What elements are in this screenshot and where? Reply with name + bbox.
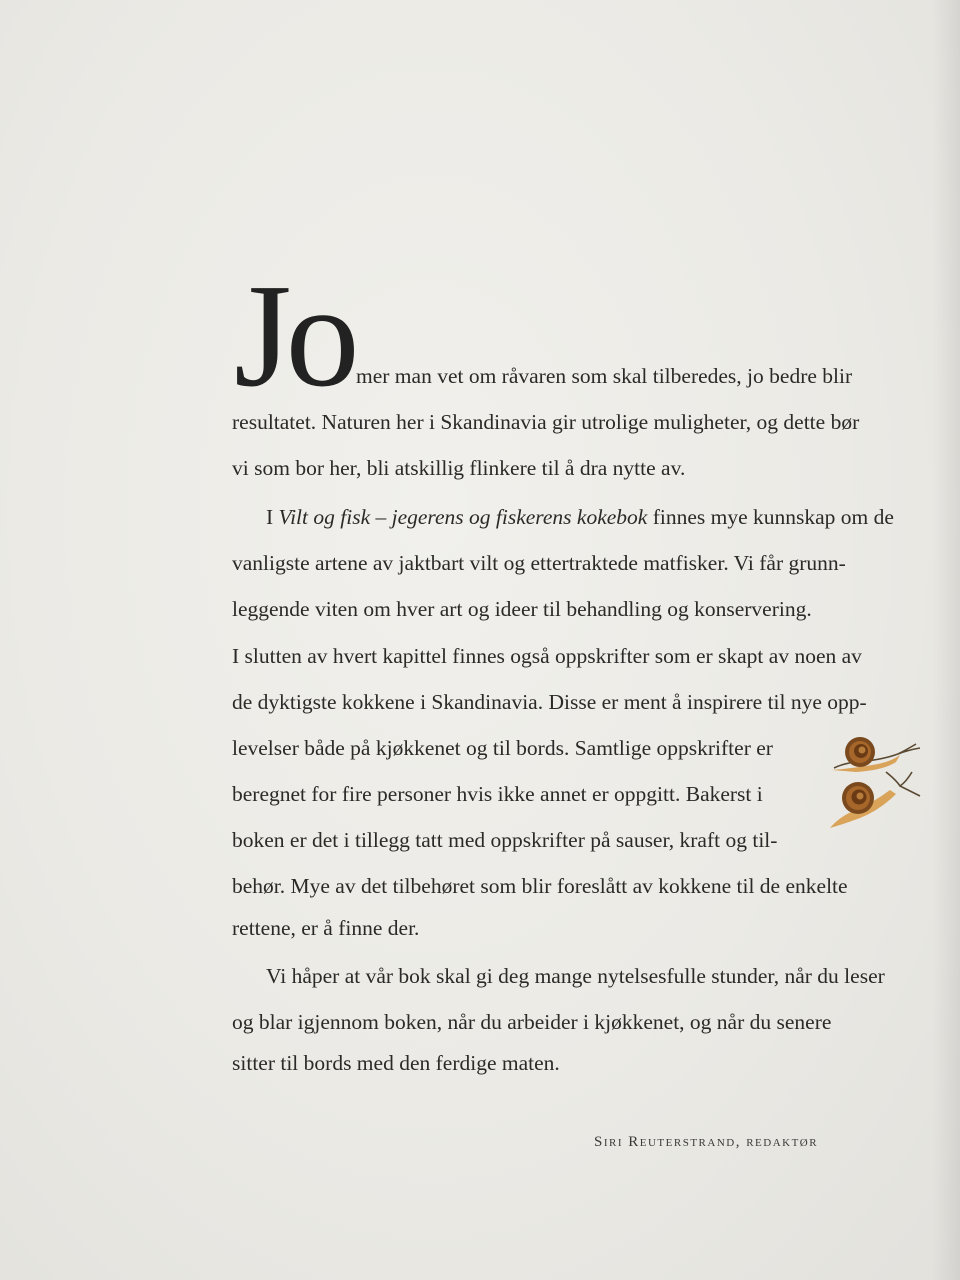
text-line xyxy=(266,507,894,529)
text-line: mer man vet om råvaren som skal tilberedes, jo bedre blir xyxy=(356,364,853,388)
text-fragment: I xyxy=(266,505,279,529)
snail-icon xyxy=(826,728,926,832)
text-line: vi som bor her, bli atskillig flinkere til å dra nytte av. xyxy=(232,456,686,480)
text-line: I slutten av hvert kapittel finnes også oppskrifter som er skapt av noen av xyxy=(232,644,862,668)
book-title: Vilt og fisk – jegerens og fiskerens kokebok xyxy=(278,505,648,529)
text-line: boken er det i tillegg tatt med oppskrifter på sauser, kraft og til- xyxy=(232,828,778,852)
text-line: sitter til bords med den ferdige maten. xyxy=(232,1051,560,1075)
text-line: de dyktigste kokkene i Skandinavia. Disse er ment å inspirere til nye opp- xyxy=(232,690,867,714)
text-line: rettene, er å finne der. xyxy=(232,916,420,940)
text-fragment: finnes mye kunnskap om de xyxy=(647,505,894,529)
text-line: vanligste artene av jaktbart vilt og ettertraktede matfisker. Vi får grunn- xyxy=(232,551,846,575)
drop-cap: Jo xyxy=(234,254,354,418)
text-line: og blar igjennom boken, når du arbeider i kjøkkenet, og når du senere xyxy=(232,1010,832,1034)
text-line: leggende viten om hver art og ideer til behandling og konservering. xyxy=(232,597,812,621)
signature: Siri Reuterstrand, redaktør xyxy=(594,1134,819,1150)
snails-illustration xyxy=(826,728,926,837)
text-line: behør. Mye av det tilbehøret som blir foreslått av kokkene til de enkelte xyxy=(232,874,848,898)
text-line: beregnet for fire personer hvis ikke annet er oppgitt. Bakerst i xyxy=(232,782,763,806)
text-line: resultatet. Naturen her i Skandinavia gir utrolige muligheter, og dette bør xyxy=(232,410,860,434)
text-line: Vi håper at vår bok skal gi deg mange nytelsesfulle stunder, når du leser xyxy=(266,964,885,988)
text-line: levelser både på kjøkkenet og til bords. Samtlige oppskrifter er xyxy=(232,736,773,760)
